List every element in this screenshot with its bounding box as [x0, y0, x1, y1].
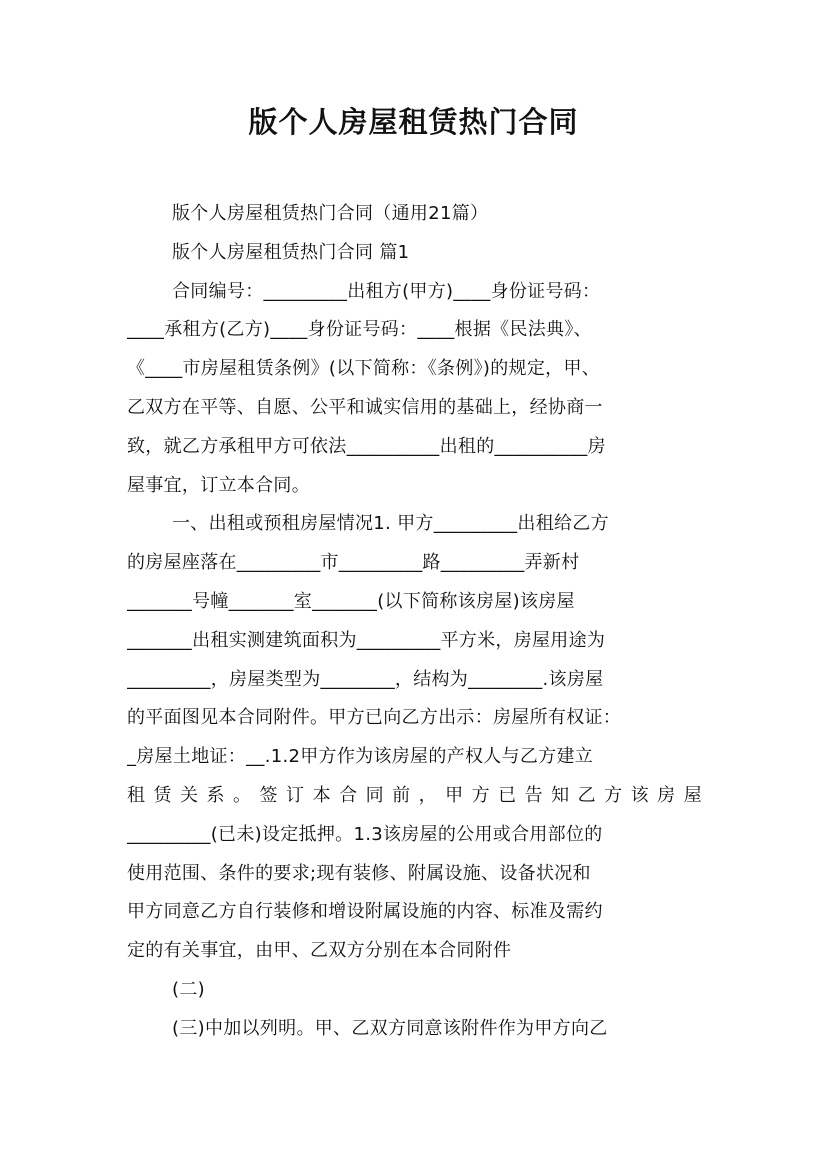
document-title: 版个人房屋租赁热门合同 [248, 105, 579, 139]
paragraph-line: 的平面图见本合同附件。甲方已向乙方出示：房屋所有权证： [127, 707, 622, 729]
document-body [127, 195, 702, 1049]
paragraph-line: _房屋土地证：__.1.2甲方作为该房屋的产权人与乙方建立 [127, 746, 594, 768]
paragraph-line: 屋事宜，订立本合同。 [127, 474, 310, 496]
paragraph-line: 定的有关事宜，由甲、乙双方分别在本合同附件 [127, 940, 512, 962]
paragraph-line: 《____市房屋租赁条例》(以下简称：《条例》)的规定，甲、 [127, 358, 601, 380]
paragraph-line: _________(已未)设定抵押。1.3该房屋的公用或合用部位的 [127, 823, 603, 845]
paragraph-line: 甲方同意乙方自行装修和增设附属设施的内容、标准及需约 [127, 901, 603, 923]
paragraph-line: 乙双方在平等、自愿、公平和诚实信用的基础上，经协商一 [127, 396, 603, 418]
paragraph-line: 的房屋座落在_________市_________路_________弄新村 [127, 552, 580, 574]
paragraph-line: 合同编号：_________出租方(甲方)____身份证号码： [172, 280, 601, 302]
paragraph-line: _________，房屋类型为________，结构为________.该房屋 [127, 668, 604, 690]
paragraph-line: 租赁关系。签订本合同前，甲方已告知乙方该房屋 [127, 784, 702, 806]
paragraph-line: (三)中加以列明。甲、乙双方同意该附件作为甲方向乙 [172, 1017, 608, 1039]
subtitle-line: 版个人房屋租赁热门合同（通用21篇） [172, 203, 489, 224]
section-heading: 版个人房屋租赁热门合同 篇1 [172, 241, 410, 263]
paragraph-line: ____承租方(乙方)____身份证号码：____根据《民法典》、 [127, 319, 592, 341]
paragraph-line: 致，就乙方承租甲方可依法__________出租的__________房 [127, 435, 606, 457]
paragraph-line: _______号幢_______室_______(以下简称该房屋)该房屋 [127, 590, 575, 612]
paragraph-line: (二) [172, 978, 205, 1000]
paragraph-line: 使用范围、条件的要求;现有装修、附属设施、设备状况和 [127, 862, 591, 884]
paragraph-line: 一、出租或预租房屋情况1. 甲方_________出租给乙方 [172, 513, 609, 535]
paragraph-line: _______出租实测建筑面积为_________平方米，房屋用途为 [127, 629, 606, 651]
